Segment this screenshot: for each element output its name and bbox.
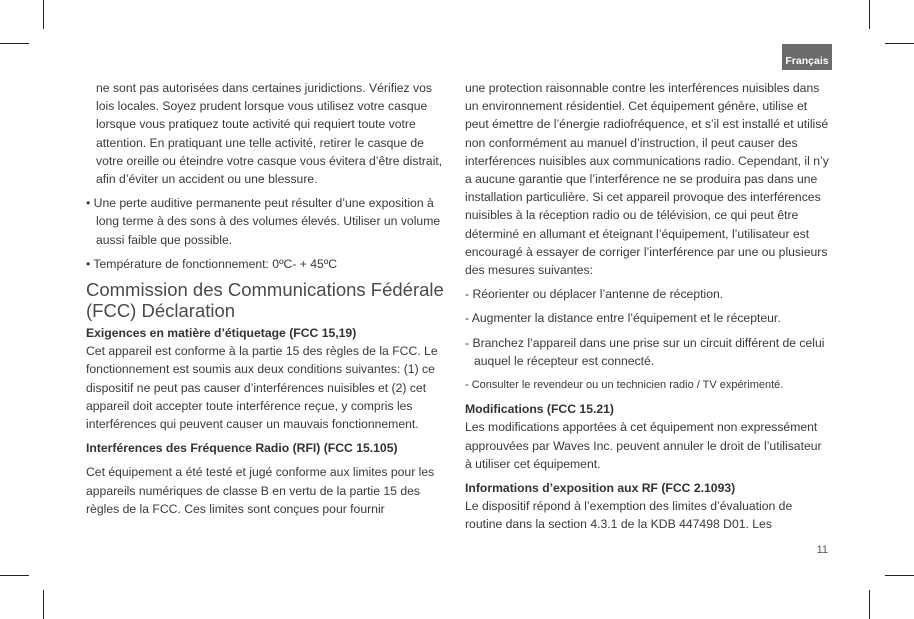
- crop-mark: [0, 43, 29, 44]
- temperature-bullet: • Température de fonctionnement: 0ºC- + 45ºC: [86, 256, 338, 271]
- rf-exposure-text: Le dispositif répond à l’exemption des limites d’évaluation de routine dans la section 4.3.1 de la KDB 447498 D01. Les: [465, 499, 793, 532]
- modifications-heading: Modifications (FCC 15.21): [465, 402, 614, 417]
- measure-item: - Consulter le revendeur ou un technicien radio / TV expérimenté.: [465, 379, 784, 392]
- crop-mark: [43, 590, 44, 619]
- safety-paragraph: ne sont pas autorisées dans certaines juridictions. Vérifiez vos lois locales. Soyez prudent lorsque vous utilisez votre casque lorsque vous pratiquez toute activité qui requiert toute votre attention. En pratiquant une telle activité, retirer le casque de votre oreille ou éteindre votre casque vous évitera d’être distrait, afin d’éviter un accident ou une blessure.: [96, 81, 443, 187]
- crop-mark: [869, 0, 870, 29]
- page-number: 11: [816, 544, 828, 556]
- language-tab: Français: [782, 44, 832, 70]
- modifications-text: Les modifications apportées à cet équipement non expressément approuvées par Waves Inc. peuvent annuler le droit de l’utilisateur à utiliser cet équipement.: [465, 420, 822, 471]
- hearing-loss-bullet: • Une perte auditive permanente peut résulter d’une exposition à long terme à des sons à des volumes élevés. Utiliser un volume aussi faible que possible.: [86, 196, 441, 247]
- rfi-text: Cet équipement a été testé et jugé conforme aux limites pour les appareils numériques de classe B en vertu de la partie 15 des règles de la FCC. Ces limites sont conçues pour fournir: [86, 465, 435, 516]
- labeling-text: Cet appareil est conforme à la partie 15 des règles de la FCC. Le fonctionnement est soumis aux deux conditions suivantes: (1) ce dispositif ne peut pas causer d’interférences nuisibles et (2) cet appareil doit accepter toute interférence reçue, y compris les interférences qui peuvent causer un mauvais fonctionnement.: [86, 344, 438, 432]
- crop-mark: [43, 0, 44, 29]
- rf-exposure-heading: Informations d’exposition aux RF (FCC 2.1093): [465, 481, 736, 496]
- rfi-continuation: une protection raisonnable contre les interférences nuisibles dans un environnement résidentiel. Cet équipement génère, utilise et peut émettre de l’énergie radiofréquence, et s’il est installé et utilisé non conformément au manuel d’instruction, il peut causer des interférences nuisibles aux communications radio. Cependant, il n’y a aucune garantie que l’interférence ne se produira pas dans une installation particulière. Si cet appareil provoque des interférences nuisibles à la réception radio ou de télévision, ce qui peut être déterminé en allumant et éteignant l’équipement, l’utilisateur est encouragé à essayer de corriger l’interférence par une ou plusieurs des mesures suivantes:: [465, 81, 829, 278]
- right-column: [465, 79, 831, 534]
- left-column: [86, 79, 450, 518]
- measure-item: - Réorienter ou déplacer l’antenne de réception.: [465, 287, 724, 302]
- measure-item: - Branchez l’appareil dans une prise sur un circuit différent de celui auquel le récepteur est connecté.: [465, 335, 825, 368]
- rfi-heading: Interférences des Fréquence Radio (RFI) (FCC 15.105): [86, 441, 398, 456]
- crop-mark: [0, 575, 29, 576]
- crop-mark: [885, 575, 914, 576]
- labeling-heading: Exigences en matière d’étiquetage (FCC 15,19): [86, 326, 357, 341]
- section-title: Commission des Communications Fédérale (FCC) Déclaration: [86, 279, 444, 322]
- crop-mark: [869, 590, 870, 619]
- crop-mark: [885, 43, 914, 44]
- measure-item: - Augmenter la distance entre l’équipement et le récepteur.: [465, 311, 781, 326]
